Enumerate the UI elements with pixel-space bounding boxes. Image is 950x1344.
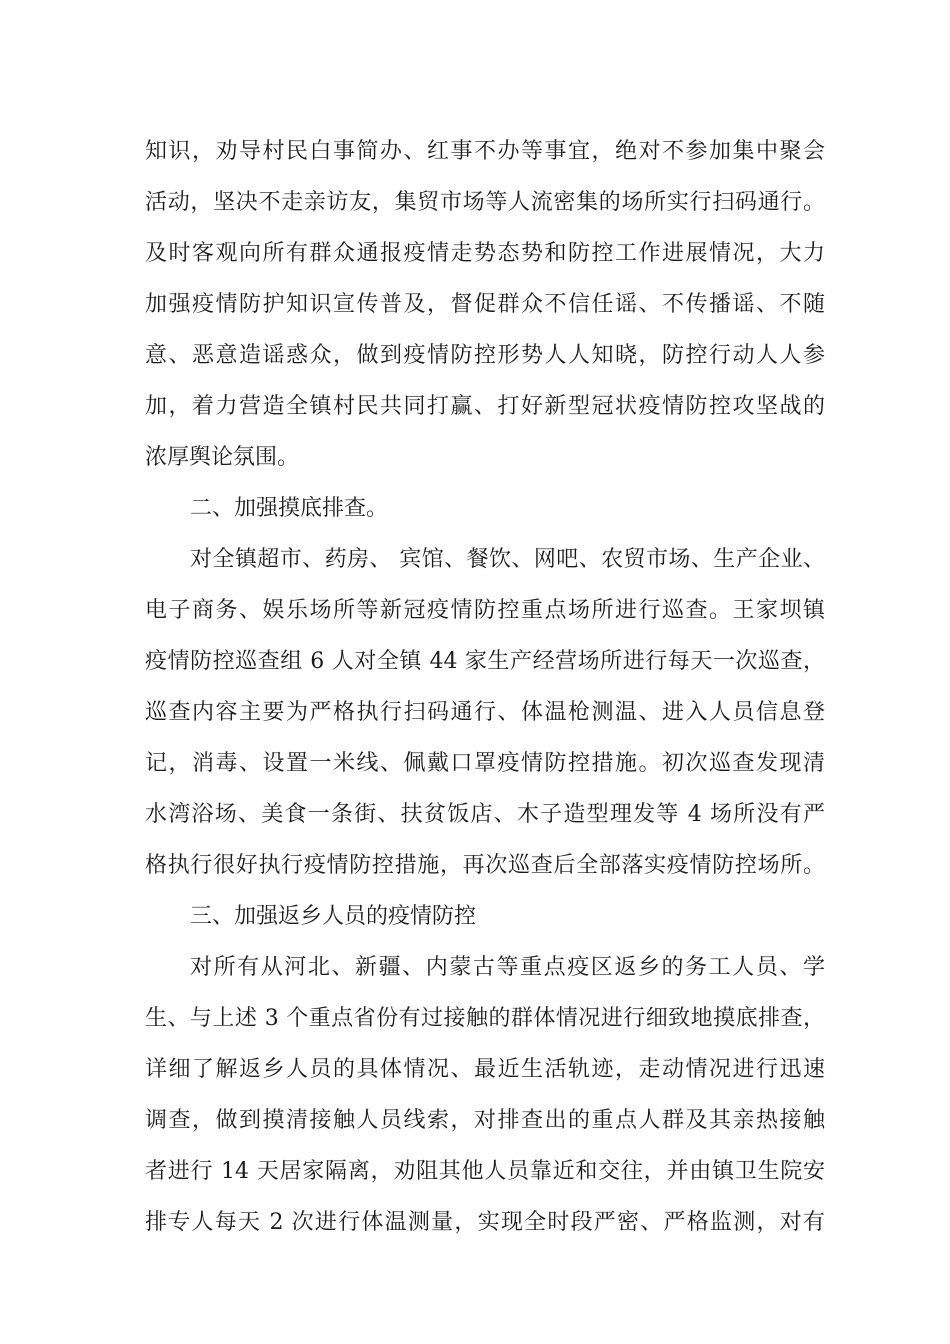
section-heading: 二、加强摸底排查。: [190, 496, 389, 521]
text-line: 加强疫情防护知识宣传普及，督促群众不信任谣、不传播谣、不随: [145, 292, 825, 317]
text-line: 对所有从河北、新疆、内蒙古等重点疫区返乡的务工人员、学: [190, 955, 825, 980]
text-line: 意、恶意造谣惑众，做到疫情防控形势人人知晓，防控行动人人参: [145, 343, 825, 368]
text-line: 格执行很好执行疫情防控措施，再次巡查后全部落实疫情防控场所。: [145, 853, 825, 878]
text-line: 对全镇超市、药房、 宾馆、餐饮、网吧、农贸市场、生产企业、: [190, 547, 825, 572]
text-line: 加，着力营造全镇村民共同打赢、打好新型冠状疫情防控攻坚战的: [145, 394, 825, 419]
text-line: 知识，劝导村民白事简办、红事不办等事宜，绝对不参加集中聚会: [145, 139, 825, 164]
text-line: 及时客观向所有群众通报疫情走势态势和防控工作进展情况，大力: [145, 241, 825, 266]
text-line: 生、与上述 3 个重点省份有过接触的群体情况进行细致地摸底排查，: [145, 1006, 825, 1031]
text-line: 疫情防控巡查组 6 人对全镇 44 家生产经营场所进行每天一次巡查，: [145, 649, 825, 674]
text-line: 水湾浴场、美食一条街、扶贫饭店、木子造型理发等 4 场所没有严: [145, 802, 825, 827]
text-line: 活动，坚决不走亲访友，集贸市场等人流密集的场所实行扫码通行。: [145, 190, 825, 215]
text-line: 调查，做到摸清接触人员线索，对排查出的重点人群及其亲热接触: [145, 1108, 825, 1133]
text-line: 者进行 14 天居家隔离，劝阻其他人员靠近和交往，并由镇卫生院安: [145, 1159, 825, 1184]
text-line: 详细了解返乡人员的具体情况、最近生活轨迹，走动情况进行迅速: [145, 1057, 825, 1082]
text-line: 记，消毒、设置一米线、佩戴口罩疫情防控措施。初次巡查发现清: [145, 751, 825, 776]
section-heading: 三、加强返乡人员的疫情防控: [190, 904, 477, 929]
text-line: 电子商务、娱乐场所等新冠疫情防控重点场所进行巡查。王家坝镇: [145, 598, 825, 623]
text-line: 巡查内容主要为严格执行扫码通行、体温枪测温、进入人员信息登: [145, 700, 825, 725]
text-line: 排专人每天 2 次进行体温测量，实现全时段严密、严格监测，对有: [145, 1210, 825, 1235]
text-line: 浓厚舆论氛围。: [145, 445, 300, 470]
